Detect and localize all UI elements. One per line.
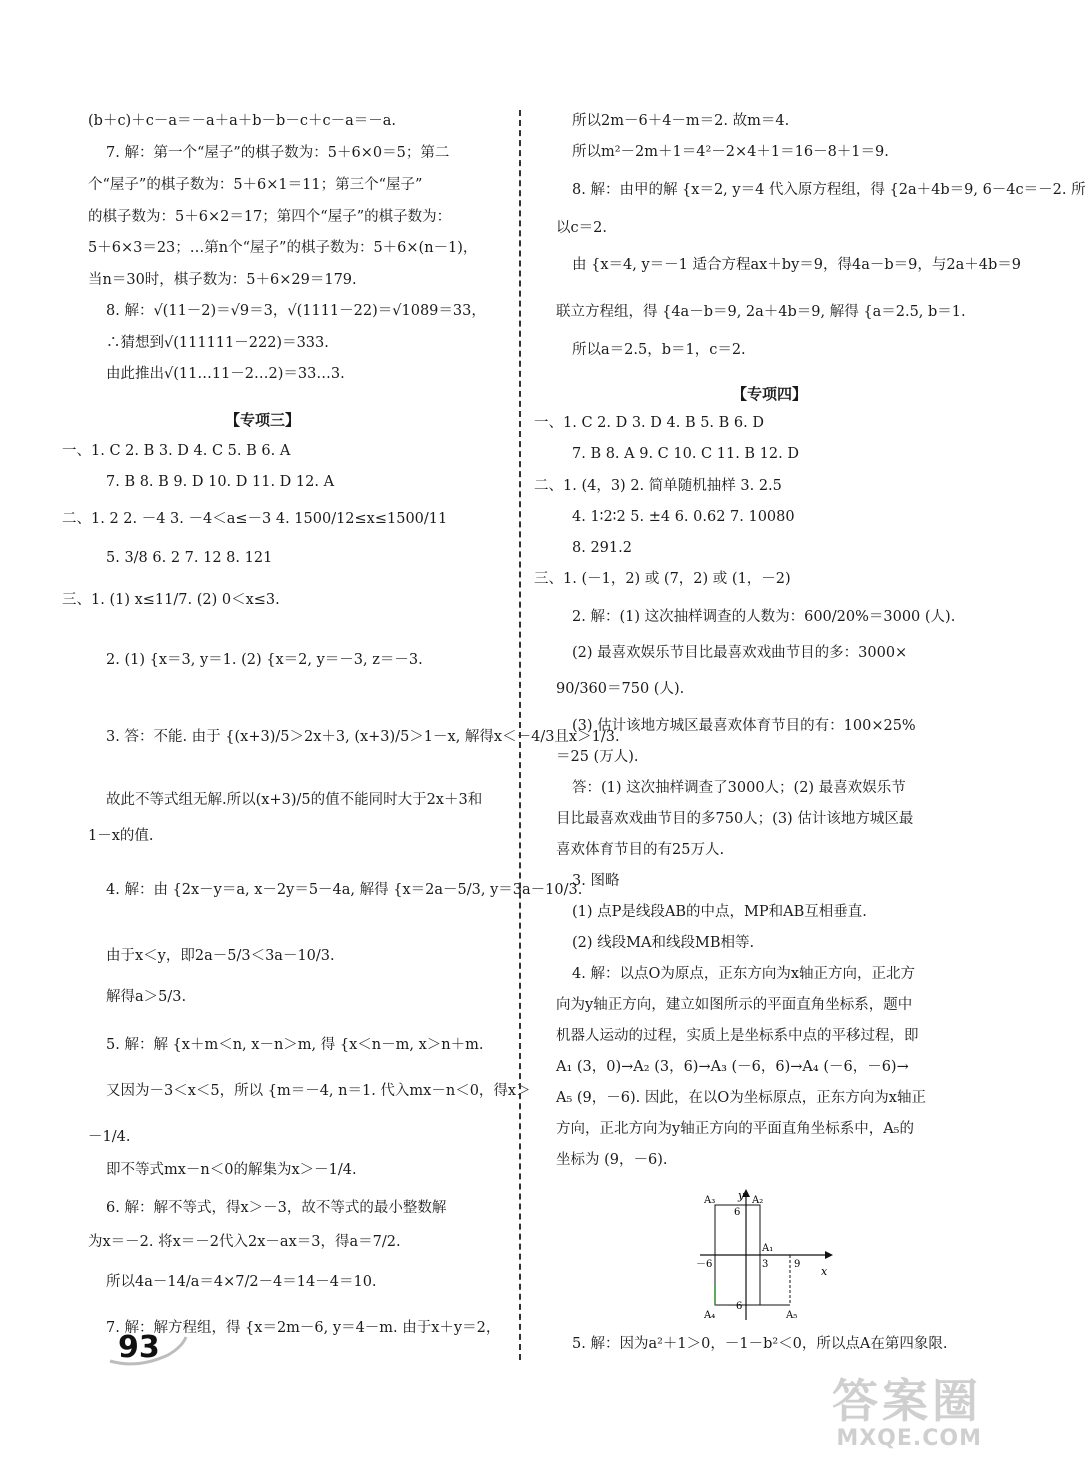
- text-line: ＝25 (万人).: [556, 749, 639, 765]
- text-line: 所以m²－2m＋1＝4²－2×4＋1＝16－8＋1＝9.: [572, 144, 889, 160]
- text-line: 5. 解：解 {x＋m＜n, x－n＞m, 得 {x＜n－m, x＞n＋m.: [106, 1037, 484, 1053]
- text-line: 7. 解：第一个“屋子”的棋子数为：5＋6×0＝5；第二: [106, 145, 450, 161]
- text-line: 即不等式mx－n＜0的解集为x＞－1/4.: [106, 1162, 357, 1178]
- text-line: 6. 解：解不等式，得x＞－3，故不等式的最小整数解: [106, 1200, 447, 1216]
- point-label: A₂: [752, 1195, 764, 1206]
- text-line: 目比最喜欢戏曲节目的多750人；(3) 估计该地方城区最: [556, 811, 914, 827]
- text-line: (2) 线段MA和线段MB相等.: [572, 935, 755, 951]
- answer-row: 二、1. (4，3) 2. 简单随机抽样 3. 2.5: [534, 478, 782, 494]
- text-line: 三、1. (1) x≤11/7. (2) 0＜x≤3.: [62, 592, 280, 608]
- tick-label: 3: [762, 1259, 769, 1270]
- text-line: 喜欢体育节目的有25万人.: [556, 842, 725, 858]
- text-line: 为x＝－2. 将x＝－2代入2x－ax＝3，得a＝7/2.: [88, 1234, 401, 1250]
- text-line: 5. 解：因为a²＋1＞0，－1－b²＜0，所以点A在第四象限.: [572, 1336, 948, 1352]
- text-line: 又因为－3＜x＜5，所以 {m＝－4, n＝1. 代入mx－n＜0，得x＞: [106, 1083, 531, 1099]
- text-line: 8. 解：由甲的解 {x＝2, y＝4 代入原方程组，得 {2a＋4b＝9, 6－4c＝－2. 所: [572, 182, 1086, 198]
- text-line: 机器人运动的过程，实质上是坐标系中点的平移过程，即: [556, 1028, 919, 1044]
- answer-row: 8. 291.2: [572, 540, 632, 556]
- answer-row: 5. 3/8 6. 2 7. 12 8. 121: [106, 550, 273, 566]
- text-line: 1－x的值.: [88, 828, 154, 844]
- text-line: 7. 解：解方程组，得 {x＝2m－6, y＝4－m. 由于x＋y＝2，: [106, 1320, 501, 1336]
- y-axis-label: y: [738, 1189, 745, 1202]
- text-line: 个“屋子”的棋子数为：5＋6×1＝11；第三个“屋子”: [88, 177, 423, 193]
- x-axis-arrow-icon: [825, 1251, 833, 1259]
- text-line: 5＋6×3＝23；…第n个“屋子”的棋子数为：5＋6×(n－1)，: [88, 240, 478, 256]
- text-line: ∴猜想到√(111111－222)＝333.: [106, 335, 329, 351]
- text-line: A₅ (9，－6). 因此，在以O为坐标原点，正东方向为x轴正: [556, 1090, 926, 1106]
- text-line: 所以2m－6＋4－m＝2. 故m＝4.: [572, 113, 790, 129]
- text-line: (b＋c)＋c－a＝－a＋a＋b－b－c＋c－a＝－a.: [88, 113, 396, 129]
- text-line: 由此推出√(11…11－2…2)＝33…3.: [106, 366, 345, 382]
- tick-label: 6: [734, 1207, 741, 1218]
- x-axis-label: x: [821, 1265, 828, 1278]
- answer-row: 一、1. C 2. D 3. D 4. B 5. B 6. D: [534, 415, 764, 431]
- tick-label: 9: [794, 1259, 801, 1270]
- text-line: 方向，正北方向为y轴正方向的平面直角坐标系中，A₅的: [556, 1121, 914, 1137]
- watermark: [832, 1376, 982, 1451]
- text-line: 由 {x＝4, y＝－1 适合方程ax＋by＝9，得4a－b＝9，与2a＋4b＝9: [572, 257, 1021, 273]
- text-line: 故此不等式组无解.所以(x+3)/5的值不能同时大于2x＋3和: [106, 792, 483, 808]
- text-line: 联立方程组，得 {4a－b＝9, 2a＋4b＝9, 解得 {a＝2.5, b＝1.: [556, 304, 966, 320]
- point-label: A₄: [704, 1310, 716, 1321]
- text-line: 的棋子数为：5＋6×2＝17；第四个“屋子”的棋子数为：: [88, 209, 452, 225]
- text-line: 8. 解：√(11－2)＝√9＝3，√(1111－22)＝√1089＝33，: [106, 303, 486, 319]
- text-line: (3) 估计该地方城区最喜欢体育节目的有：100×25%: [572, 718, 916, 734]
- text-line: 向为y轴正方向，建立如图所示的平面直角坐标系，题中: [556, 997, 913, 1013]
- section-heading: 【专项四】: [732, 385, 808, 403]
- answer-row: 7. B 8. A 9. C 10. C 11. B 12. D: [572, 446, 799, 462]
- text-line: 3. 答：不能. 由于 {(x+3)/5＞2x＋3, (x+3)/5＞1－x, 解得x＜－4/3且x＞1/3.: [106, 729, 620, 745]
- text-line: 所以a＝2.5，b＝1，c＝2.: [572, 342, 746, 358]
- column-divider: [519, 110, 521, 1360]
- text-line: 4. 解：由 {2x－y＝a, x－2y＝5－4a, 解得 {x＝2a－5/3, y＝3a－10/3.: [106, 882, 583, 898]
- page-number: 93: [118, 1330, 160, 1365]
- section-heading: 【专项三】: [225, 411, 301, 429]
- answer-row: 二、1. 2 2. －4 3. －4＜a≤－3 4. 1500/12≤x≤1500/11: [62, 511, 448, 527]
- text-line: 答：(1) 这次抽样调查了3000人；(2) 最喜欢娱乐节: [572, 780, 906, 796]
- text-line: 4. 解：以点O为原点，正东方向为x轴正方向，正北方: [572, 966, 916, 982]
- point-label: A₅: [786, 1310, 798, 1321]
- text-line: 三、1. (－1，2) 或 (7，2) 或 (1，－2): [534, 571, 791, 587]
- text-line: 当n＝30时，棋子数为：5＋6×29＝179.: [88, 272, 357, 288]
- text-line: 2. (1) {x＝3, y＝1. (2) {x＝2, y＝－3, z＝－3.: [106, 652, 423, 668]
- answer-row: 7. B 8. B 9. D 10. D 11. D 12. A: [106, 474, 335, 490]
- text-line: 由于x＜y，即2a－5/3＜3a－10/3.: [106, 948, 335, 964]
- text-line: (2) 最喜欢娱乐节目比最喜欢戏曲节目的多：3000×: [572, 645, 908, 661]
- watermark-domain: MXQE.COM: [836, 1426, 982, 1451]
- text-line: －1/4.: [88, 1129, 131, 1145]
- text-line: 2. 解：(1) 这次抽样调查的人数为：600/20%＝3000 (人).: [572, 609, 956, 625]
- text-line: 解得a＞5/3.: [106, 989, 187, 1005]
- text-line: (1) 点P是线段AB的中点，MP和AB互相垂直.: [572, 904, 867, 920]
- point-label: A₃: [704, 1195, 716, 1206]
- text-line: 所以4a－14/a＝4×7/2－4＝14－4＝10.: [106, 1274, 377, 1290]
- text-line: 90/360＝750 (人).: [556, 681, 685, 697]
- text-line: A₁ (3，0)→A₂ (3，6)→A₃ (－6，6)→A₄ (－6，－6)→: [556, 1059, 909, 1075]
- point-label: A₁: [762, 1243, 774, 1254]
- text-line: 坐标为 (9，－6).: [556, 1152, 668, 1168]
- tick-label: －6: [726, 1301, 743, 1312]
- coordinate-graph: [690, 1185, 840, 1325]
- watermark-logo-text: 答案圈: [832, 1374, 982, 1428]
- text-line: 以c＝2.: [556, 220, 607, 236]
- answer-row: 4. 1∶2∶2 5. ±4 6. 0.62 7. 10080: [572, 509, 795, 525]
- text-line: 3. 图略: [572, 873, 620, 889]
- answer-row: 一、1. C 2. B 3. D 4. C 5. B 6. A: [62, 443, 291, 459]
- tick-label: －6: [696, 1259, 713, 1270]
